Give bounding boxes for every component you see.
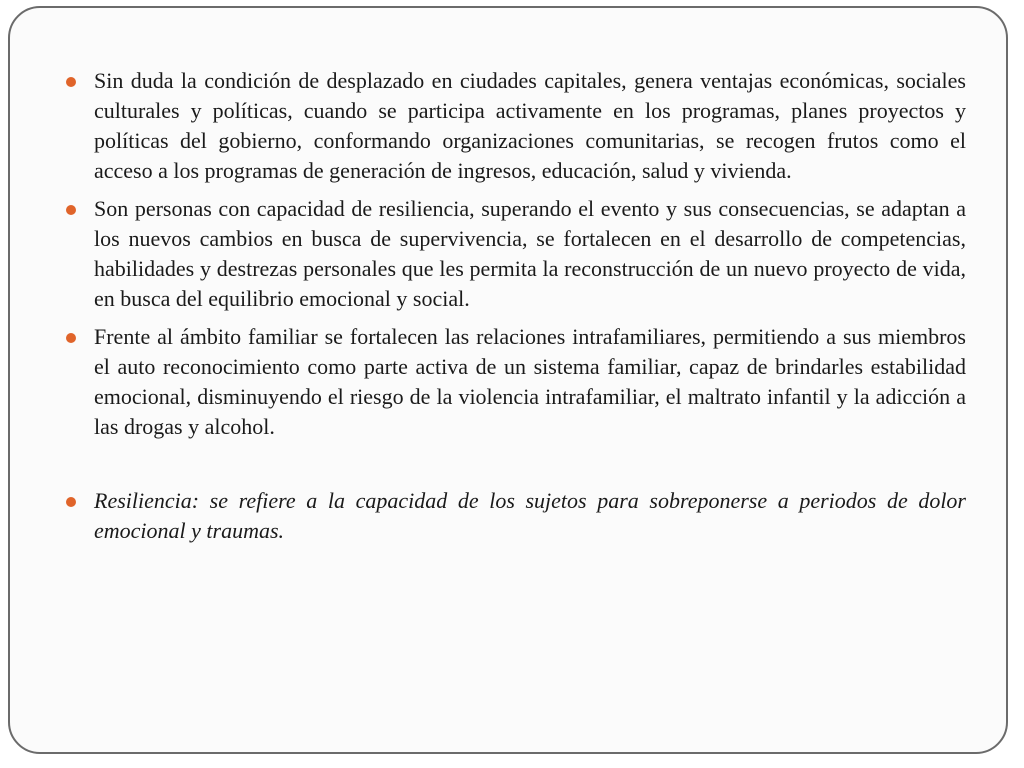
bullet-item-2 — [66, 194, 966, 314]
bullet-list — [66, 66, 966, 554]
bullet-text-3: Frente al ámbito familiar se fortalecen las relaciones intrafamiliares, permitiendo a sus miembros el auto reconocimiento como parte activa de un sistema familiar, capaz de brindarles estabilidad emocional, disminuyendo el riesgo de la violencia intrafamiliar, el maltrato infantil y la adicción a las drogas y alcohol. — [94, 324, 966, 439]
bullet-text-2: Son personas con capacidad de resiliencia, superando el evento y sus consecuencias, se adaptan a los nuevos cambios en busca de supervivencia, se fortalecen en el desarrollo de competencias, habilidades y destrezas personales que les permita la reconstrucción de un nuevo proyecto de vida, en busca del equilibrio emocional y social. — [94, 196, 966, 311]
bullet-dot-icon — [66, 497, 76, 507]
bullet-text-4: Resiliencia: se refiere a la capacidad de los sujetos para sobreponerse a periodos de dolor emocional y traumas. — [94, 488, 966, 543]
slide-frame — [8, 6, 1008, 754]
bullet-dot-icon — [66, 205, 76, 215]
bullet-item-3 — [66, 322, 966, 442]
bullet-dot-icon — [66, 77, 76, 87]
bullet-item-1 — [66, 66, 966, 186]
bullet-item-4 — [66, 486, 966, 546]
bullet-text-1: Sin duda la condición de desplazado en ciudades capitales, genera ventajas económicas, sociales culturales y políticas, cuando se participa activamente en los programas, planes proyectos y políticas del gobierno, conformando organizaciones comunitarias, se recogen frutos como el acceso a los programas de generación de ingresos, educación, salud y vivienda. — [94, 68, 966, 183]
bullet-dot-icon — [66, 333, 76, 343]
